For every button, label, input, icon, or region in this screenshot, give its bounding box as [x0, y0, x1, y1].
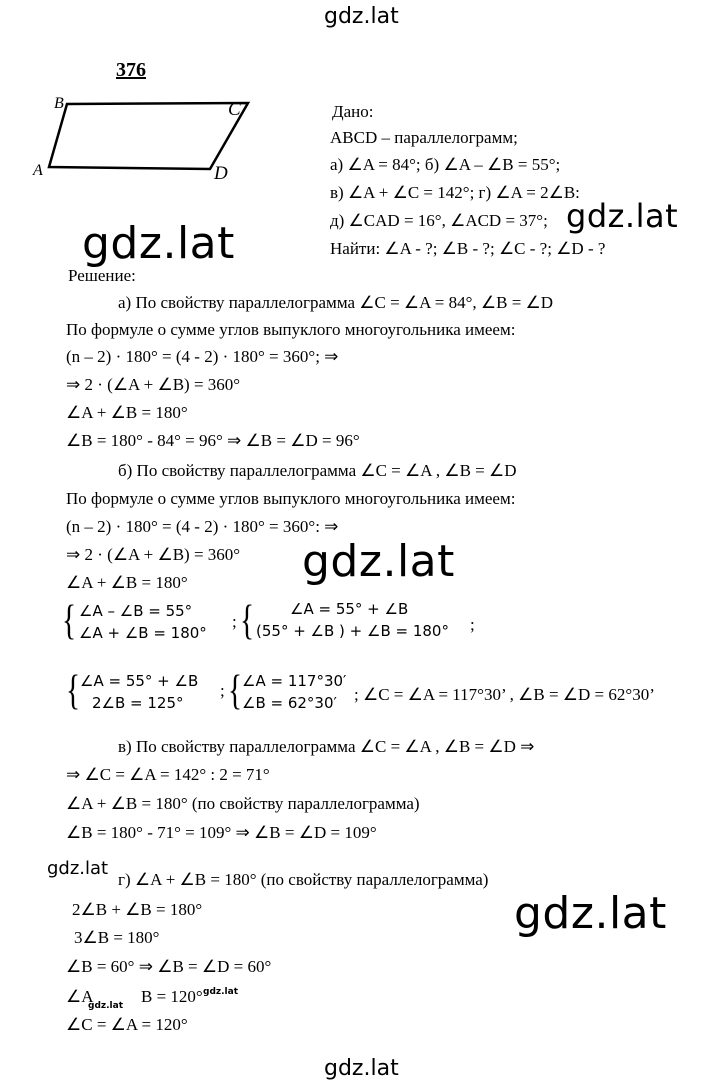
solution-v-line-1: в) По свойству параллелограмма ∠C = ∠A , ∠B = ∠D ⇒ — [118, 737, 535, 756]
solution-g-line-1: г) ∠A + ∠B = 180° (по свойству параллелограмма) — [118, 870, 489, 889]
solution-g-line-2: 2∠B + ∠B = 180° — [72, 900, 203, 919]
system-brace-4: { — [228, 668, 243, 714]
solution-v-line-3: ∠A + ∠B = 180° (по свойству параллелограмма) — [66, 794, 420, 813]
watermark-small-left: gdz.lat — [47, 858, 109, 879]
given-find: Найти: ∠A - ?; ∠B - ?; ∠C - ?; ∠D - ? — [330, 239, 606, 258]
system-separator-3: ; — [220, 681, 225, 700]
solution-g-line-6: ∠C = ∠A = 120° — [66, 1015, 188, 1034]
vertex-label-b: B — [54, 95, 64, 112]
watermark-bottom: gdz.lat — [324, 1056, 399, 1081]
solution-a-line-1: а) По свойству параллелограмма ∠C = ∠A = 84°, ∠B = ∠D — [118, 293, 554, 312]
solution-v-line-2: ⇒ ∠C = ∠A = 142° : 2 = 71° — [66, 765, 270, 784]
watermark-big-right-bottom: gdz.lat — [514, 888, 667, 939]
solution-a-line-3: (n – 2) · 180° = (4 - 2) · 180° = 360°; ⇒ — [66, 347, 339, 366]
solution-a-line-5: ∠A + ∠B = 180° — [66, 403, 188, 422]
given-line-3: в) ∠A + ∠C = 142°; г) ∠A = 2∠B: — [330, 183, 580, 202]
vertex-label-a: A — [33, 162, 43, 179]
system-4-row-2: ∠B = 62°30′ — [242, 694, 337, 712]
watermark-tiny-1: gdz.lat — [88, 1001, 124, 1011]
system-brace-1: { — [62, 598, 77, 644]
watermark-tiny-2: gdz.lat — [203, 987, 239, 997]
solution-a-line-2: По формуле о сумме углов выпуклого многоугольника имеем: — [66, 320, 516, 339]
system-4-row-1: ∠A = 117°30′ — [242, 672, 347, 690]
system-3-row-1: ∠A = 55° + ∠B — [80, 672, 199, 690]
solution-g-line-5-end: B = 120° — [141, 987, 203, 1006]
parallelogram-shape — [49, 103, 248, 169]
solution-a-line-4: ⇒ 2 · (∠A + ∠B) = 360° — [66, 375, 241, 394]
system-1-row-2: ∠A + ∠B = 180° — [79, 624, 207, 642]
given-line-2: а) ∠A = 84°; б) ∠A – ∠B = 55°; — [330, 155, 561, 174]
system-separator-1: ; — [232, 612, 237, 631]
vertex-label-d: D — [214, 163, 228, 184]
given-line-1: ABCD – параллелограмм; — [330, 128, 518, 147]
solution-b-line-2: По формуле о сумме углов выпуклого многоугольника имеем: — [66, 489, 516, 508]
solution-b-result: ; ∠C = ∠A = 117°30’ , ∠B = ∠D = 62°30’ — [354, 685, 655, 704]
system-brace-3: { — [66, 668, 81, 714]
watermark-top: gdz.lat — [324, 4, 399, 29]
vertex-label-c: C — [228, 99, 241, 120]
watermark-big-center: gdz.lat — [302, 536, 455, 587]
system-1-row-1: ∠A – ∠B = 55° — [79, 602, 193, 620]
solution-b-line-4: ⇒ 2 · (∠A + ∠B) = 360° — [66, 545, 241, 564]
system-separator-2: ; — [470, 615, 475, 634]
system-3-row-2: 2∠B = 125° — [92, 694, 184, 712]
given-line-4: д) ∠CAD = 16°, ∠ACD = 37°; — [330, 211, 548, 230]
solution-b-line-3: (n – 2) · 180° = (4 - 2) · 180° = 360°: ⇒ — [66, 517, 339, 536]
solution-b-line-5: ∠A + ∠B = 180° — [66, 573, 188, 592]
solution-v-line-4: ∠B = 180° - 71° = 109° ⇒ ∠B = ∠D = 109° — [66, 823, 377, 842]
problem-number: 376 — [116, 59, 146, 81]
solution-g-line-3: 3∠B = 180° — [74, 928, 160, 947]
solution-b-line-1: б) По свойству параллелограмма ∠C = ∠A , ∠B = ∠D — [118, 461, 517, 480]
system-2-row-2: (55° + ∠B ) + ∠B = 180° — [256, 622, 449, 640]
watermark-big-right-top: gdz.lat — [566, 197, 679, 235]
solution-g-line-5-start: ∠A — [66, 987, 94, 1006]
system-2-row-1: ∠A = 55° + ∠B — [290, 600, 409, 618]
solution-title: Решение: — [68, 266, 136, 285]
solution-a-line-6: ∠B = 180° - 84° = 96° ⇒ ∠B = ∠D = 96° — [66, 431, 360, 450]
given-title: Дано: — [332, 102, 374, 121]
watermark-big-left: gdz.lat — [82, 218, 235, 269]
solution-g-line-4: ∠B = 60° ⇒ ∠B = ∠D = 60° — [66, 957, 272, 976]
system-brace-2: { — [240, 598, 255, 644]
